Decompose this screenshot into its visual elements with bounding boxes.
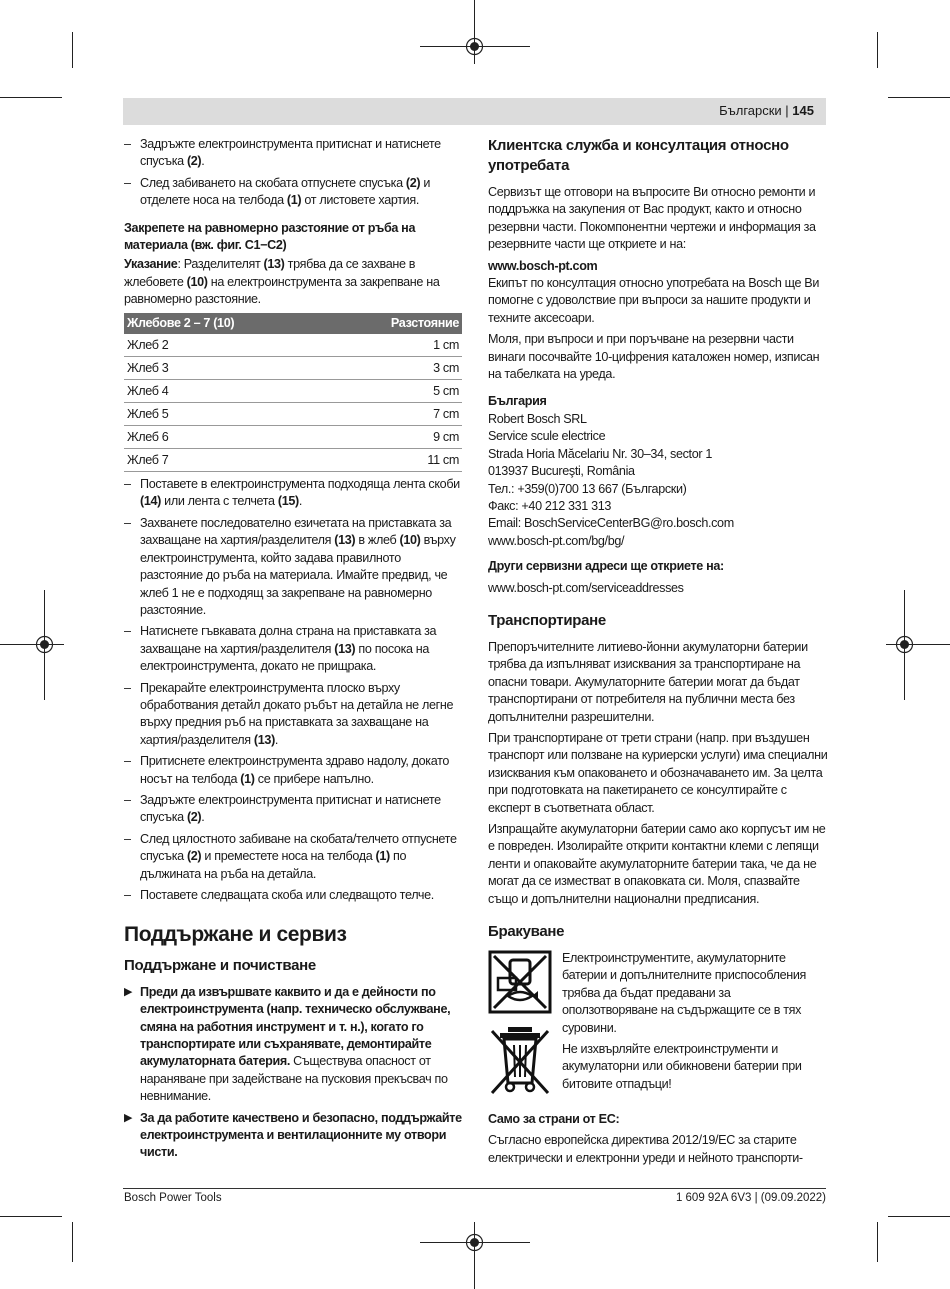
warning-item: ▶ За да работите качествено и безопасно, поддържайте електроинструмента и вентилационните му отвори чисти. <box>124 1110 462 1162</box>
list-item: – Захванете последователно езичетата на приставката за захващане на хартия/разделителя (13) в жлеб (10) върху електроинструмента, който задава правилното разстояние до ръба на материала. Имайте предвид, че жлеб 1 не е подходящ за закрепване на равномерно разстояние. <box>124 515 462 619</box>
other-addresses-title: Други сервизни адреси ще откриете на: <box>488 559 724 574</box>
address-line: Robert Bosch SRL <box>488 411 587 426</box>
list-item: – Натиснете гъвкавата долна страна на приставката за захващане на хартия/разделителя (13) по посока на електроинструмента, докато не прищрака. <box>124 623 462 675</box>
registration-target-icon <box>464 1232 485 1253</box>
groove-distance-table <box>124 313 462 472</box>
crop-mark <box>877 1222 878 1262</box>
table-row: Жлеб 4 5 cm <box>124 380 462 403</box>
email-link[interactable]: Email: BoschServiceCenterBG@ro.bosch.com <box>488 516 734 531</box>
spacing-title: Закрепете на равномерно разстояние от ръба на материала (вж. фиг. C1−C2) <box>124 220 416 253</box>
left-column <box>124 136 462 1166</box>
header-language: Български <box>719 103 782 118</box>
table-header: Разстояние <box>328 313 462 334</box>
eu-title: Само за страни от ЕС: <box>488 1111 620 1126</box>
registration-target-icon <box>34 634 55 655</box>
recycling-icon <box>488 950 552 1014</box>
table-header-row <box>124 313 462 334</box>
address-line: Факс: +40 212 331 313 <box>488 498 612 513</box>
disposal-section <box>488 950 828 1103</box>
crop-mark <box>877 32 878 68</box>
header-label: Български | 145 <box>719 103 814 118</box>
service-link[interactable]: www.bosch-pt.com <box>488 258 598 273</box>
disposal-title: Бракуване <box>488 923 565 941</box>
crop-mark <box>72 1222 73 1262</box>
table-row: Жлеб 2 1 cm <box>124 334 462 357</box>
footer-divider <box>123 1188 826 1189</box>
list-item: – Прекарайте електроинструмента плоско върху обработвания детайл докато ръбът на детайла не легне върху предния ръб на приставката за захващане на хартия/разделителя (13). <box>124 680 462 750</box>
list-item: – Притиснете електроинструмента здраво надолу, докато носът на телбода (1) се прибере напълно. <box>124 753 462 788</box>
disposal-paragraph: Електроинструментите, акумулаторните батерии и допълнителните приспособления трябва да бъдат предавани за оползотворяване на съдържащите се в тях суровини. <box>562 951 807 1035</box>
note-paragraph: Указание: Разделителят (13) трябва да се захване в жлебовете (10) на електроинструмента за закрепване на равномерно разстояние. <box>124 257 440 307</box>
crop-mark <box>888 97 950 98</box>
list-item: – Поставете в електроинструмента подходяща лента скоби (14) или лента с телчета (15). <box>124 476 462 511</box>
warning-item: ▶ Преди да извършвате каквито и да е дейности по електроинструмента (напр. техническо обслужване, смяна на работния инструмент и т. н.), когато го транспортирате или съхранявате, демонтирайте акумулаторната батерия. Съществува опасност от нараняване при задействане на пусковия прекъсвач по невнимание. <box>124 984 462 1106</box>
list-item: – След цялостното забиване на скобата/телчето отпуснете спусъка (2) и преместете носа на телбода (1) по дължината на ръба на детайла. <box>124 831 462 883</box>
table-row: Жлеб 6 9 cm <box>124 426 462 449</box>
table-row: Жлеб 3 3 cm <box>124 357 462 380</box>
eu-paragraph: Съгласно европейска директива 2012/19/ЕС за старите електрически и електронни уреди и нейното транспорти- <box>488 1133 803 1165</box>
crop-mark <box>72 32 73 68</box>
list-item: – Задръжте електроинструмента притиснат и натиснете спусъка (2). <box>124 136 462 171</box>
crossed-bin-icon <box>488 1023 552 1097</box>
crop-mark <box>0 97 62 98</box>
right-column <box>488 136 828 1171</box>
cleaning-title: Поддържане и почистване <box>124 956 316 974</box>
table-row: Жлеб 7 11 cm <box>124 449 462 472</box>
page-header <box>123 98 826 125</box>
table-header: Жлебове 2 – 7 (10) <box>124 313 328 334</box>
list-item: – Задръжте електроинструмента притиснат и натиснете спусъка (2). <box>124 792 462 827</box>
address-line: 013937 Bucureşti, România <box>488 464 635 479</box>
disposal-paragraph: Не изхвърляйте електроинструменти и акумулаторни или обикновени батерии при битовите отпадъци! <box>562 1042 802 1091</box>
disposal-icons <box>488 950 554 1103</box>
transport-title: Транспортиране <box>488 611 606 629</box>
registration-target-icon <box>464 36 485 57</box>
registration-target-icon <box>894 634 915 655</box>
table-row: Жлеб 5 7 cm <box>124 403 462 426</box>
other-addresses-link[interactable]: www.bosch-pt.com/serviceaddresses <box>488 580 684 595</box>
footer-brand: Bosch Power Tools <box>124 1192 222 1204</box>
transport-paragraph: Препоръчителните литиево-йонни акумулаторни батерии трябва да изпълняват изисквания за транспортиране на опасни товари. Акумулаторните батерии могат да бъдат транспортирани от потребителя на публични места без допълнителни разрешителни. <box>488 639 808 724</box>
transport-paragraph: При транспортиране от трети страни (напр. при въздушен транспорт или ползване на куриерски услуги) има специални изисквания към опаковането и обозначаването им. За целта при подготовката на пакетирането се консултирайте с експерт в съответната област. <box>488 730 828 815</box>
list-item: – След забиването на скобата отпуснете спусъка (2) и отделете носа на телбода (1) от листовете хартия. <box>124 175 462 210</box>
transport-paragraph: Изпращайте акумулаторни батерии само ако корпусът им не е повреден. Изолирайте открити контактни клеми с лепящи ленти и опаковайте акумулаторните батерии така, че да не могат да се изместват в опаковката си. Моля, спазвайте също и допълнителни национални предписания. <box>488 822 826 906</box>
service-paragraph: Сервизът ще отговори на въпросите Ви относно ремонти и поддръжка на закупения от Вас продукт, както и относно резервни части. Покомпонентни чертежи и информация за резервните части ще откриете и на: <box>488 185 816 252</box>
list-item: – Поставете следващата скоба или следващото телче. <box>124 887 462 904</box>
footer-code: 1 609 92A 6V3 | (09.09.2022) <box>675 1192 826 1204</box>
maintenance-title: Поддържане и сервиз <box>124 923 347 947</box>
crop-mark <box>888 1216 950 1217</box>
page-number: 145 <box>792 103 814 118</box>
disposal-text <box>562 950 828 1097</box>
crop-mark <box>0 1216 62 1217</box>
address-line: Тел.: +359(0)700 13 667 (Български) <box>488 481 687 496</box>
service-paragraph: Екипът по консултация относно употребата на Bosch ще Ви помогне с удоволствие при въпроси за нашите продукти и техните аксесоари. <box>488 276 820 325</box>
address-line: Service scule electrice <box>488 429 606 444</box>
service-title: Клиентска служба и консултация относно употребата <box>488 137 789 174</box>
service-paragraph: Моля, при въпроси и при поръчване на резервни части винаги посочвайте 10-цифрения каталожен номер, изписан на табелката на уреда. <box>488 332 820 382</box>
country-label: България <box>488 394 547 409</box>
address-line: Strada Horia Măcelariu Nr. 30–34, sector 1 <box>488 446 712 461</box>
website-link[interactable]: www.bosch-pt.com/bg/bg/ <box>488 533 625 548</box>
